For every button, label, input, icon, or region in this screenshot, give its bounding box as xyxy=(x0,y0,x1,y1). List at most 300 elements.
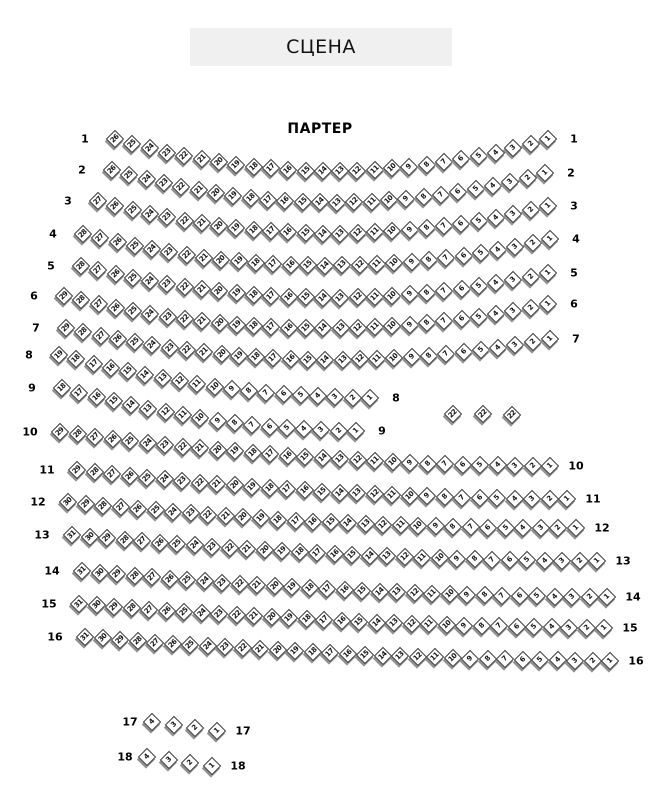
seat-row14-19[interactable] xyxy=(283,578,301,596)
seat-row13-23[interactable] xyxy=(203,537,221,555)
seat-row4-21[interactable] xyxy=(195,248,213,266)
seat-row3-6[interactable] xyxy=(452,214,470,232)
seat-row5-20[interactable] xyxy=(210,282,228,300)
seat-row5-26[interactable] xyxy=(106,265,124,283)
seat-row16-18[interactable] xyxy=(303,643,321,661)
seat-row8-7[interactable] xyxy=(257,383,275,401)
seat-row11-26[interactable] xyxy=(120,467,138,485)
seat-row16-3[interactable] xyxy=(566,651,584,669)
seat-row11-29[interactable] xyxy=(68,461,86,479)
seat-row6-21[interactable] xyxy=(193,312,211,330)
seat-row14-29[interactable] xyxy=(108,565,126,583)
seat-row16-26[interactable] xyxy=(163,635,181,653)
seat-row6-16[interactable] xyxy=(280,318,298,336)
seat-row8-11[interactable] xyxy=(188,375,206,393)
seat-row4-16[interactable] xyxy=(281,256,299,274)
seat-row5-4[interactable] xyxy=(487,274,505,292)
seat-row10-17[interactable] xyxy=(261,445,279,463)
seat-row5-17[interactable] xyxy=(262,287,280,305)
seat-row16-5[interactable] xyxy=(531,651,549,669)
seat-row6-1[interactable] xyxy=(539,295,557,313)
seat-row4-4[interactable] xyxy=(489,241,507,259)
seat-row3-23[interactable] xyxy=(158,208,176,226)
seat-row9-4[interactable] xyxy=(295,420,313,438)
seat-row12-30[interactable] xyxy=(59,493,77,511)
seat-row6-9[interactable] xyxy=(401,315,419,333)
seat-row13-10[interactable] xyxy=(430,549,448,567)
seat-row7-7[interactable] xyxy=(437,345,455,363)
seat-row4-18[interactable] xyxy=(247,254,265,272)
seat-row14-5[interactable] xyxy=(528,587,546,605)
seat-row10-18[interactable] xyxy=(243,444,261,462)
seat-row17-4[interactable] xyxy=(143,713,161,731)
seat-row14-7[interactable] xyxy=(493,586,511,604)
seat-row6-15[interactable] xyxy=(297,319,315,337)
seat-row4-8[interactable] xyxy=(420,251,438,269)
seat-row16-24[interactable] xyxy=(198,637,216,655)
seat-row6-8[interactable] xyxy=(418,314,436,332)
seat-row15-15[interactable] xyxy=(350,613,368,631)
seat-row9-17[interactable] xyxy=(70,384,88,402)
seat-row14-9[interactable] xyxy=(458,586,476,604)
seat-row3-9[interactable] xyxy=(400,221,418,239)
seat-row11-10[interactable] xyxy=(400,487,418,505)
seat-row15-7[interactable] xyxy=(490,617,508,635)
seat-row12-10[interactable] xyxy=(409,517,427,535)
seat-row13-4[interactable] xyxy=(535,551,553,569)
seat-row10-23[interactable] xyxy=(156,435,174,453)
seat-row7-24[interactable] xyxy=(143,336,161,354)
seat-row12-21[interactable] xyxy=(216,507,234,525)
seat-row15-23[interactable] xyxy=(210,605,228,623)
seat-row13-21[interactable] xyxy=(238,540,256,558)
seat-row15-31[interactable] xyxy=(70,595,88,613)
seat-row10-27[interactable] xyxy=(86,427,104,445)
seat-row11-22[interactable] xyxy=(190,473,208,491)
seat-row13-6[interactable] xyxy=(500,551,518,569)
seat-row5-28[interactable] xyxy=(72,257,90,275)
seat-row10-1[interactable] xyxy=(541,457,559,475)
seat-row7-3[interactable] xyxy=(506,336,524,354)
seat-row12-18[interactable] xyxy=(269,510,287,528)
seat-row1-4[interactable] xyxy=(487,143,505,161)
seat-row15-2[interactable] xyxy=(577,619,595,637)
seat-row7-14[interactable] xyxy=(316,351,334,369)
seat-row5-27[interactable] xyxy=(89,261,107,279)
seat-row3-13[interactable] xyxy=(331,224,349,242)
seat-row3-5[interactable] xyxy=(470,212,488,230)
seat-row14-24[interactable] xyxy=(195,572,213,590)
seat-row13-15[interactable] xyxy=(343,546,361,564)
seat-row4-9[interactable] xyxy=(402,253,420,271)
seat-row6-17[interactable] xyxy=(262,318,280,336)
seat-row4-27[interactable] xyxy=(91,229,109,247)
seat-row1-23[interactable] xyxy=(158,143,176,161)
seat-row10-8[interactable] xyxy=(418,454,436,472)
seat-row7-25[interactable] xyxy=(126,333,144,351)
seat-row10-5[interactable] xyxy=(471,456,489,474)
seat-row11-23[interactable] xyxy=(173,472,191,490)
seat-row7-22[interactable] xyxy=(178,341,196,359)
seat-row13-25[interactable] xyxy=(168,535,186,553)
seat-row13-7[interactable] xyxy=(483,550,501,568)
seat-row14-14[interactable] xyxy=(370,582,388,600)
seat-row9-5[interactable] xyxy=(278,419,296,437)
seat-row16-1[interactable] xyxy=(601,652,619,670)
seat-row12-16[interactable] xyxy=(304,512,322,530)
seat-row6-12[interactable] xyxy=(349,318,367,336)
seat-row4-13[interactable] xyxy=(333,256,351,274)
seat-row7-12[interactable] xyxy=(351,350,369,368)
seat-row14-10[interactable] xyxy=(440,585,458,603)
seat-row10-20[interactable] xyxy=(208,441,226,459)
seat-row14-16[interactable] xyxy=(335,581,353,599)
seat-row8-13[interactable] xyxy=(153,369,171,387)
seat-row11-4[interactable] xyxy=(505,489,523,507)
seat-row7-16[interactable] xyxy=(282,350,300,368)
seat-row2-19[interactable] xyxy=(224,187,242,205)
seat-row15-16[interactable] xyxy=(332,612,350,630)
seat-row9-7[interactable] xyxy=(243,416,261,434)
seat-row16-15[interactable] xyxy=(356,646,374,664)
seat-row13-11[interactable] xyxy=(413,548,431,566)
seat-row10-29[interactable] xyxy=(51,423,69,441)
seat-row15-18[interactable] xyxy=(297,610,315,628)
seat-row15-5[interactable] xyxy=(525,618,543,636)
seat-row5-23[interactable] xyxy=(158,275,176,293)
seat-row1-8[interactable] xyxy=(418,156,436,174)
seat-row13-27[interactable] xyxy=(133,532,151,550)
seat-row16-25[interactable] xyxy=(181,636,199,654)
seat-row2-17[interactable] xyxy=(259,190,277,208)
seat-row11-20[interactable] xyxy=(225,476,243,494)
seat-row3-12[interactable] xyxy=(348,224,366,242)
seat-row15-9[interactable] xyxy=(455,616,473,634)
seat-row10-7[interactable] xyxy=(436,455,454,473)
seat-row11-28[interactable] xyxy=(85,463,103,481)
seat-row14-12[interactable] xyxy=(405,584,423,602)
seat-row8-3[interactable] xyxy=(326,388,344,406)
seat-row6-19[interactable] xyxy=(228,315,246,333)
seat-row12-4[interactable] xyxy=(514,519,532,537)
seat-row13-31[interactable] xyxy=(63,526,81,544)
seat-row7-2[interactable] xyxy=(524,333,542,351)
seat-row16-7[interactable] xyxy=(496,650,514,668)
seat-row13-20[interactable] xyxy=(255,541,273,559)
seat-row16-14[interactable] xyxy=(373,646,391,664)
seat-row5-3[interactable] xyxy=(504,271,522,289)
seat-row11-8[interactable] xyxy=(435,488,453,506)
seat-row1-18[interactable] xyxy=(244,158,262,176)
seat-row5-9[interactable] xyxy=(400,285,418,303)
seat-row5-15[interactable] xyxy=(297,288,315,306)
seat-row2-6[interactable] xyxy=(449,183,467,201)
seat-row8-15[interactable] xyxy=(119,362,137,380)
seat-row12-19[interactable] xyxy=(251,509,269,527)
seat-row6-25[interactable] xyxy=(124,302,142,320)
seat-row11-5[interactable] xyxy=(488,489,506,507)
seat-row2-20[interactable] xyxy=(207,184,225,202)
seat-row3-20[interactable] xyxy=(210,217,228,235)
seat-row7-4[interactable] xyxy=(489,339,507,357)
seat-row1-6[interactable] xyxy=(452,150,470,168)
seat-row6-3[interactable] xyxy=(504,302,522,320)
seat-row5-13[interactable] xyxy=(331,288,349,306)
seat-row14-11[interactable] xyxy=(423,584,441,602)
seat-row1-11[interactable] xyxy=(366,161,384,179)
seat-row11-21[interactable] xyxy=(208,475,226,493)
seat-row16-10[interactable] xyxy=(443,649,461,667)
seat-row13-14[interactable] xyxy=(360,546,378,564)
seat-row13-1[interactable] xyxy=(588,552,606,570)
special-seat-1[interactable] xyxy=(444,405,462,423)
seat-row14-30[interactable] xyxy=(90,563,108,581)
seat-row4-11[interactable] xyxy=(368,255,386,273)
seat-row9-6[interactable] xyxy=(260,417,278,435)
seat-row1-20[interactable] xyxy=(210,153,228,171)
seat-row5-5[interactable] xyxy=(470,277,488,295)
seat-row14-20[interactable] xyxy=(265,577,283,595)
seat-row14-3[interactable] xyxy=(563,588,581,606)
seat-row4-22[interactable] xyxy=(178,246,196,264)
seat-row1-3[interactable] xyxy=(504,139,522,157)
seat-row15-3[interactable] xyxy=(560,618,578,636)
seat-row14-28[interactable] xyxy=(125,567,143,585)
seat-row15-24[interactable] xyxy=(192,604,210,622)
seat-row5-21[interactable] xyxy=(193,280,211,298)
seat-row18-3[interactable] xyxy=(159,751,177,769)
seat-row6-14[interactable] xyxy=(314,319,332,337)
seat-row12-11[interactable] xyxy=(392,516,410,534)
seat-row7-1[interactable] xyxy=(541,330,559,348)
seat-row2-22[interactable] xyxy=(172,178,190,196)
seat-row10-19[interactable] xyxy=(226,442,244,460)
seat-row4-19[interactable] xyxy=(229,252,247,270)
seat-row13-5[interactable] xyxy=(518,551,536,569)
seat-row13-19[interactable] xyxy=(273,542,291,560)
seat-row16-11[interactable] xyxy=(426,648,444,666)
seat-row3-4[interactable] xyxy=(487,208,505,226)
seat-row2-26[interactable] xyxy=(103,161,121,179)
seat-row5-10[interactable] xyxy=(383,286,401,304)
seat-row4-7[interactable] xyxy=(437,249,455,267)
seat-row12-29[interactable] xyxy=(76,495,94,513)
seat-row11-14[interactable] xyxy=(330,483,348,501)
seat-row3-15[interactable] xyxy=(296,224,314,242)
seat-row14-23[interactable] xyxy=(213,573,231,591)
seat-row10-26[interactable] xyxy=(103,430,121,448)
seat-row15-1[interactable] xyxy=(595,619,613,637)
seat-row5-12[interactable] xyxy=(349,288,367,306)
seat-row13-30[interactable] xyxy=(80,527,98,545)
seat-row4-25[interactable] xyxy=(126,237,144,255)
seat-row2-2[interactable] xyxy=(518,168,536,186)
seat-row2-16[interactable] xyxy=(276,192,294,210)
seat-row12-9[interactable] xyxy=(427,517,445,535)
seat-row16-23[interactable] xyxy=(216,638,234,656)
seat-row6-4[interactable] xyxy=(487,305,505,323)
seat-row4-28[interactable] xyxy=(74,225,92,243)
seat-row15-8[interactable] xyxy=(472,617,490,635)
seat-row15-10[interactable] xyxy=(437,616,455,634)
seat-row10-13[interactable] xyxy=(331,450,349,468)
seat-row8-5[interactable] xyxy=(292,386,310,404)
seat-row5-16[interactable] xyxy=(279,288,297,306)
seat-row10-25[interactable] xyxy=(121,432,139,450)
seat-row16-19[interactable] xyxy=(286,642,304,660)
seat-row15-29[interactable] xyxy=(105,598,123,616)
seat-row12-24[interactable] xyxy=(164,503,182,521)
seat-row7-28[interactable] xyxy=(74,323,92,341)
seat-row11-12[interactable] xyxy=(365,485,383,503)
seat-row5-7[interactable] xyxy=(435,282,453,300)
seat-row1-17[interactable] xyxy=(262,159,280,177)
seat-row9-16[interactable] xyxy=(87,388,105,406)
seat-row6-5[interactable] xyxy=(470,307,488,325)
seat-row17-3[interactable] xyxy=(164,716,182,734)
seat-row2-14[interactable] xyxy=(311,193,329,211)
seat-row16-28[interactable] xyxy=(128,632,146,650)
seat-row12-17[interactable] xyxy=(287,511,305,529)
seat-row13-13[interactable] xyxy=(378,547,396,565)
seat-row3-21[interactable] xyxy=(193,214,211,232)
seat-row13-8[interactable] xyxy=(465,550,483,568)
seat-row17-1[interactable] xyxy=(208,722,226,740)
seat-row1-9[interactable] xyxy=(400,158,418,176)
seat-row10-21[interactable] xyxy=(191,439,209,457)
seat-row14-13[interactable] xyxy=(388,583,406,601)
seat-row16-8[interactable] xyxy=(478,650,496,668)
seat-row3-25[interactable] xyxy=(123,201,141,219)
seat-row1-15[interactable] xyxy=(296,161,314,179)
seat-row7-8[interactable] xyxy=(420,347,438,365)
seat-row9-2[interactable] xyxy=(330,421,348,439)
seat-row5-25[interactable] xyxy=(124,269,142,287)
seat-row8-6[interactable] xyxy=(274,385,292,403)
seat-row2-21[interactable] xyxy=(189,181,207,199)
seat-row14-21[interactable] xyxy=(248,576,266,594)
seat-row2-24[interactable] xyxy=(137,170,155,188)
seat-row14-4[interactable] xyxy=(545,587,563,605)
seat-row4-2[interactable] xyxy=(524,234,542,252)
special-seat-2[interactable] xyxy=(474,405,492,423)
seat-row3-10[interactable] xyxy=(383,222,401,240)
seat-row12-13[interactable] xyxy=(357,515,375,533)
seat-row3-17[interactable] xyxy=(262,222,280,240)
seat-row10-9[interactable] xyxy=(401,454,419,472)
seat-row1-14[interactable] xyxy=(314,162,332,180)
seat-row6-13[interactable] xyxy=(331,319,349,337)
seat-row5-8[interactable] xyxy=(418,283,436,301)
seat-row6-26[interactable] xyxy=(107,298,125,316)
seat-row9-13[interactable] xyxy=(139,400,157,418)
seat-row13-22[interactable] xyxy=(220,539,238,557)
seat-row5-24[interactable] xyxy=(141,272,159,290)
seat-row4-5[interactable] xyxy=(472,244,490,262)
seat-row7-27[interactable] xyxy=(91,326,109,344)
seat-row4-3[interactable] xyxy=(506,237,524,255)
seat-row15-11[interactable] xyxy=(420,615,438,633)
seat-row12-27[interactable] xyxy=(111,498,129,516)
seat-row3-22[interactable] xyxy=(175,211,193,229)
seat-row15-19[interactable] xyxy=(280,609,298,627)
seat-row9-12[interactable] xyxy=(157,403,175,421)
seat-row12-7[interactable] xyxy=(462,518,480,536)
seat-row9-3[interactable] xyxy=(312,421,330,439)
seat-row6-18[interactable] xyxy=(245,317,263,335)
seat-row13-28[interactable] xyxy=(115,531,133,549)
seat-row8-19[interactable] xyxy=(50,346,68,364)
seat-row2-11[interactable] xyxy=(363,192,381,210)
seat-row10-22[interactable] xyxy=(173,437,191,455)
seat-row15-28[interactable] xyxy=(122,599,140,617)
seat-row16-4[interactable] xyxy=(548,651,566,669)
seat-row1-1[interactable] xyxy=(539,130,557,148)
seat-row8-18[interactable] xyxy=(67,350,85,368)
seat-row15-30[interactable] xyxy=(87,596,105,614)
seat-row16-20[interactable] xyxy=(268,641,286,659)
seat-row14-26[interactable] xyxy=(160,569,178,587)
seat-row18-2[interactable] xyxy=(181,754,199,772)
seat-row1-12[interactable] xyxy=(348,161,366,179)
seat-row5-19[interactable] xyxy=(227,284,245,302)
seat-row13-9[interactable] xyxy=(448,550,466,568)
seat-row16-6[interactable] xyxy=(513,651,531,669)
seat-row14-27[interactable] xyxy=(143,568,161,586)
seat-row15-21[interactable] xyxy=(245,607,263,625)
seat-row4-14[interactable] xyxy=(316,256,334,274)
seat-row1-26[interactable] xyxy=(106,130,124,148)
seat-row12-23[interactable] xyxy=(181,504,199,522)
seat-row9-10[interactable] xyxy=(191,409,209,427)
seat-row6-27[interactable] xyxy=(89,295,107,313)
seat-row3-8[interactable] xyxy=(418,219,436,237)
seat-row11-18[interactable] xyxy=(260,479,278,497)
seat-row10-12[interactable] xyxy=(348,451,366,469)
seat-row14-8[interactable] xyxy=(475,586,493,604)
seat-row11-27[interactable] xyxy=(103,465,121,483)
seat-row2-23[interactable] xyxy=(155,174,173,192)
seat-row14-31[interactable] xyxy=(73,562,91,580)
seat-row12-2[interactable] xyxy=(549,519,567,537)
seat-row11-6[interactable] xyxy=(470,489,488,507)
seat-row6-20[interactable] xyxy=(210,314,228,332)
seat-row3-1[interactable] xyxy=(539,197,557,215)
seat-row3-3[interactable] xyxy=(504,205,522,223)
seat-row11-16[interactable] xyxy=(295,481,313,499)
seat-row6-29[interactable] xyxy=(55,287,73,305)
seat-row6-22[interactable] xyxy=(176,310,194,328)
seat-row11-11[interactable] xyxy=(383,486,401,504)
seat-row15-6[interactable] xyxy=(507,618,525,636)
seat-row10-15[interactable] xyxy=(296,448,314,466)
seat-row16-2[interactable] xyxy=(583,652,601,670)
seat-row2-12[interactable] xyxy=(345,193,363,211)
seat-row1-16[interactable] xyxy=(279,161,297,179)
seat-row12-1[interactable] xyxy=(567,519,585,537)
seat-row15-22[interactable] xyxy=(227,606,245,624)
seat-row8-12[interactable] xyxy=(171,372,189,390)
seat-row14-2[interactable] xyxy=(580,588,598,606)
seat-row3-24[interactable] xyxy=(141,205,159,223)
seat-row7-17[interactable] xyxy=(264,349,282,367)
seat-row3-18[interactable] xyxy=(245,221,263,239)
seat-row8-17[interactable] xyxy=(84,355,102,373)
seat-row7-9[interactable] xyxy=(403,348,421,366)
seat-row10-3[interactable] xyxy=(506,456,524,474)
seat-row14-18[interactable] xyxy=(300,579,318,597)
seat-row14-6[interactable] xyxy=(510,587,528,605)
